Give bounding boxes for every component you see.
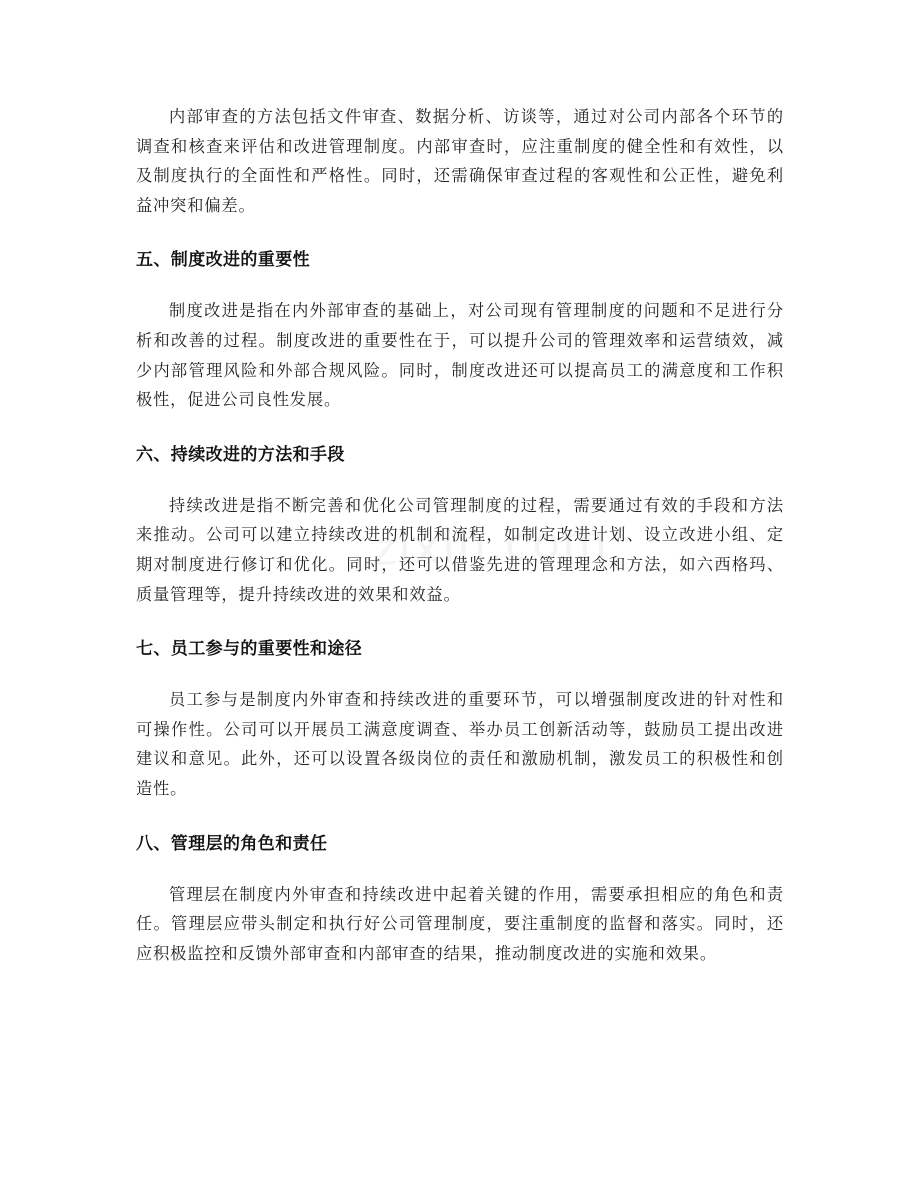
section-paragraph-5: 制度改进是指在内外部审查的基础上，对公司现有管理制度的问题和不足进行分析和改善的过程。制度改进的重要性在于，可以提升公司的管理效率和运营绩效，减少内部管理风险和外部合规风险。同时，制度改进还可以提高员工的满意度和工作积极性，促进公司良性发展。 <box>136 301 784 410</box>
section-paragraph-7: 员工参与是制度内外审查和持续改进的重要环节，可以增强制度改进的针对性和可操作性。公司可以开展员工满意度调查、举办员工创新活动等，鼓励员工提出改进建议和意见。此外，还可以设置各级岗位的责任和激励机制，激发员工的积极性和创造性。 <box>136 690 784 798</box>
section-heading-8: 八、管理层的角色和责任 <box>136 833 328 854</box>
section-heading-6: 六、持续改进的方法和手段 <box>136 444 345 465</box>
document-body <box>136 102 784 968</box>
section-heading-7: 七、员工参与的重要性和途径 <box>136 639 363 660</box>
section-heading-5: 五、制度改进的重要性 <box>136 250 310 271</box>
section-paragraph-6: 持续改进是指不断完善和优化公司管理制度的过程，需要通过有效的手段和方法来推动。公司可以建立持续改进的机制和流程，如制定改进计划、设立改进小组、定期对制度进行修订和优化。同时，还可以借鉴先进的管理理念和方法，如六西格玛、质量管理等，提升持续改进的效果和效益。 <box>136 495 784 604</box>
intro-paragraph: 内部审查的方法包括文件审查、数据分析、访谈等，通过对公司内部各个环节的调查和核查来评估和改进管理制度。内部审查时，应注重制度的健全性和有效性，以及制度执行的全面性和严格性。同时，还需确保审查过程的客观性和公正性，避免利益冲突和偏差。 <box>136 107 784 215</box>
section-paragraph-8: 管理层在制度内外审查和持续改进中起着关键的作用，需要承担相应的角色和责任。管理层应带头制定和执行好公司管理制度，要注重制度的监督和落实。同时，还应积极监控和反馈外部审查和内部审查的结果，推动制度改进的实施和效果。 <box>136 884 784 963</box>
